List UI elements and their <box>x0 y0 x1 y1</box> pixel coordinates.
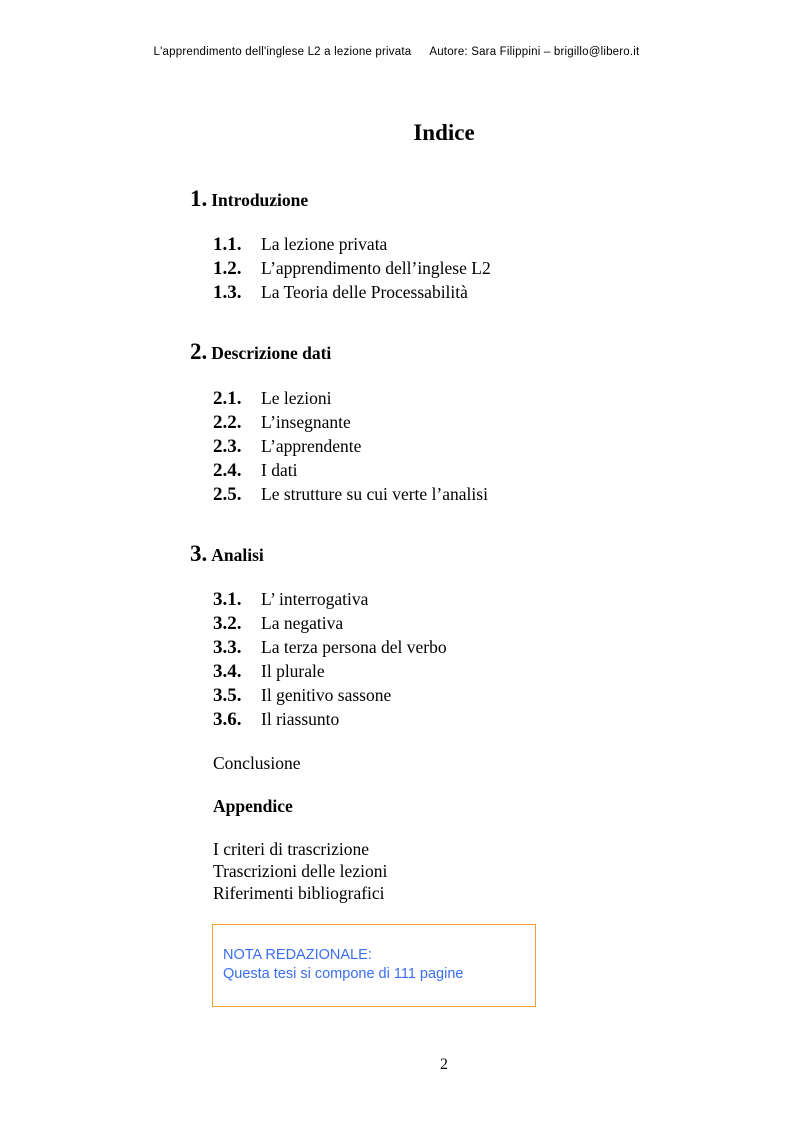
chapter-title: Descrizione dati <box>211 343 332 363</box>
item-label: Le strutture su cui verte l’analisi <box>261 484 488 504</box>
item-label: La Teoria delle Processabilità <box>261 282 468 302</box>
toc-chapter-2 <box>190 339 331 365</box>
item-number: 1.1. <box>213 234 242 255</box>
toc-item-2-3 <box>213 436 361 458</box>
item-number: 3.4. <box>213 661 242 682</box>
chapter-title: Analisi <box>211 545 264 565</box>
item-label: Le lezioni <box>261 388 332 408</box>
toc-conclusion: Conclusione <box>213 753 301 773</box>
item-number: 3.5. <box>213 685 242 706</box>
toc-item-3-2 <box>213 613 343 635</box>
item-number: 2.4. <box>213 460 242 481</box>
page-number: 2 <box>440 1056 448 1073</box>
item-number: 1.3. <box>213 282 242 303</box>
item-number: 3.6. <box>213 709 242 730</box>
header-title: L'apprendimento dell'inglese L2 a lezione privata <box>153 46 412 58</box>
item-number: 3.1. <box>213 589 242 610</box>
item-number: 2.2. <box>213 412 242 433</box>
page-title: Indice <box>413 120 475 145</box>
toc-item-2-4 <box>213 460 297 482</box>
item-label: La negativa <box>261 613 344 633</box>
toc-appendix-item: Riferimenti bibliografici <box>213 883 385 903</box>
item-label: L’apprendimento dell’inglese L2 <box>261 258 491 278</box>
toc-item-2-5 <box>213 484 488 506</box>
editorial-note-heading: NOTA REDAZIONALE: <box>223 947 372 963</box>
item-number: 3.2. <box>213 613 242 634</box>
item-label: L’apprendente <box>261 436 362 456</box>
toc-item-3-5 <box>213 685 391 707</box>
item-label: Il genitivo sassone <box>261 685 392 705</box>
toc-chapter-3 <box>190 541 264 567</box>
running-header <box>0 46 793 58</box>
item-number: 3.3. <box>213 637 242 658</box>
toc-appendix-title: Appendice <box>213 796 293 816</box>
toc-item-3-4 <box>213 661 325 683</box>
toc-item-1-1 <box>213 234 387 256</box>
item-label: I dati <box>261 460 298 480</box>
editorial-note-box <box>212 924 536 1007</box>
item-number: 1.2. <box>213 258 242 279</box>
toc-item-1-2 <box>213 258 491 280</box>
chapter-number: 1. <box>190 186 208 211</box>
item-number: 2.3. <box>213 436 242 457</box>
header-author: Autore: Sara Filippini – brigillo@libero.it <box>429 46 640 58</box>
item-label: L’ interrogativa <box>261 589 369 609</box>
toc-item-3-1 <box>213 589 368 611</box>
item-label: Il plurale <box>261 661 325 681</box>
item-label: La lezione privata <box>261 234 388 254</box>
toc-chapter-1 <box>190 186 308 212</box>
toc-appendix-item: I criteri di trascrizione <box>213 839 369 859</box>
chapter-number: 2. <box>190 339 208 364</box>
item-label: Il riassunto <box>261 709 340 729</box>
editorial-note-text: Questa tesi si compone di 111 pagine <box>223 966 464 982</box>
item-number: 2.1. <box>213 388 242 409</box>
toc-appendix-item: Trascrizioni delle lezioni <box>213 861 388 881</box>
chapter-number: 3. <box>190 541 208 566</box>
item-number: 2.5. <box>213 484 242 505</box>
item-label: La terza persona del verbo <box>261 637 447 657</box>
toc-item-3-6 <box>213 709 339 731</box>
toc-item-2-1 <box>213 388 331 410</box>
chapter-title: Introduzione <box>211 190 309 210</box>
toc-item-3-3 <box>213 637 447 659</box>
toc-item-1-3 <box>213 282 468 304</box>
toc-item-2-2 <box>213 412 351 434</box>
item-label: L’insegnante <box>261 412 351 432</box>
